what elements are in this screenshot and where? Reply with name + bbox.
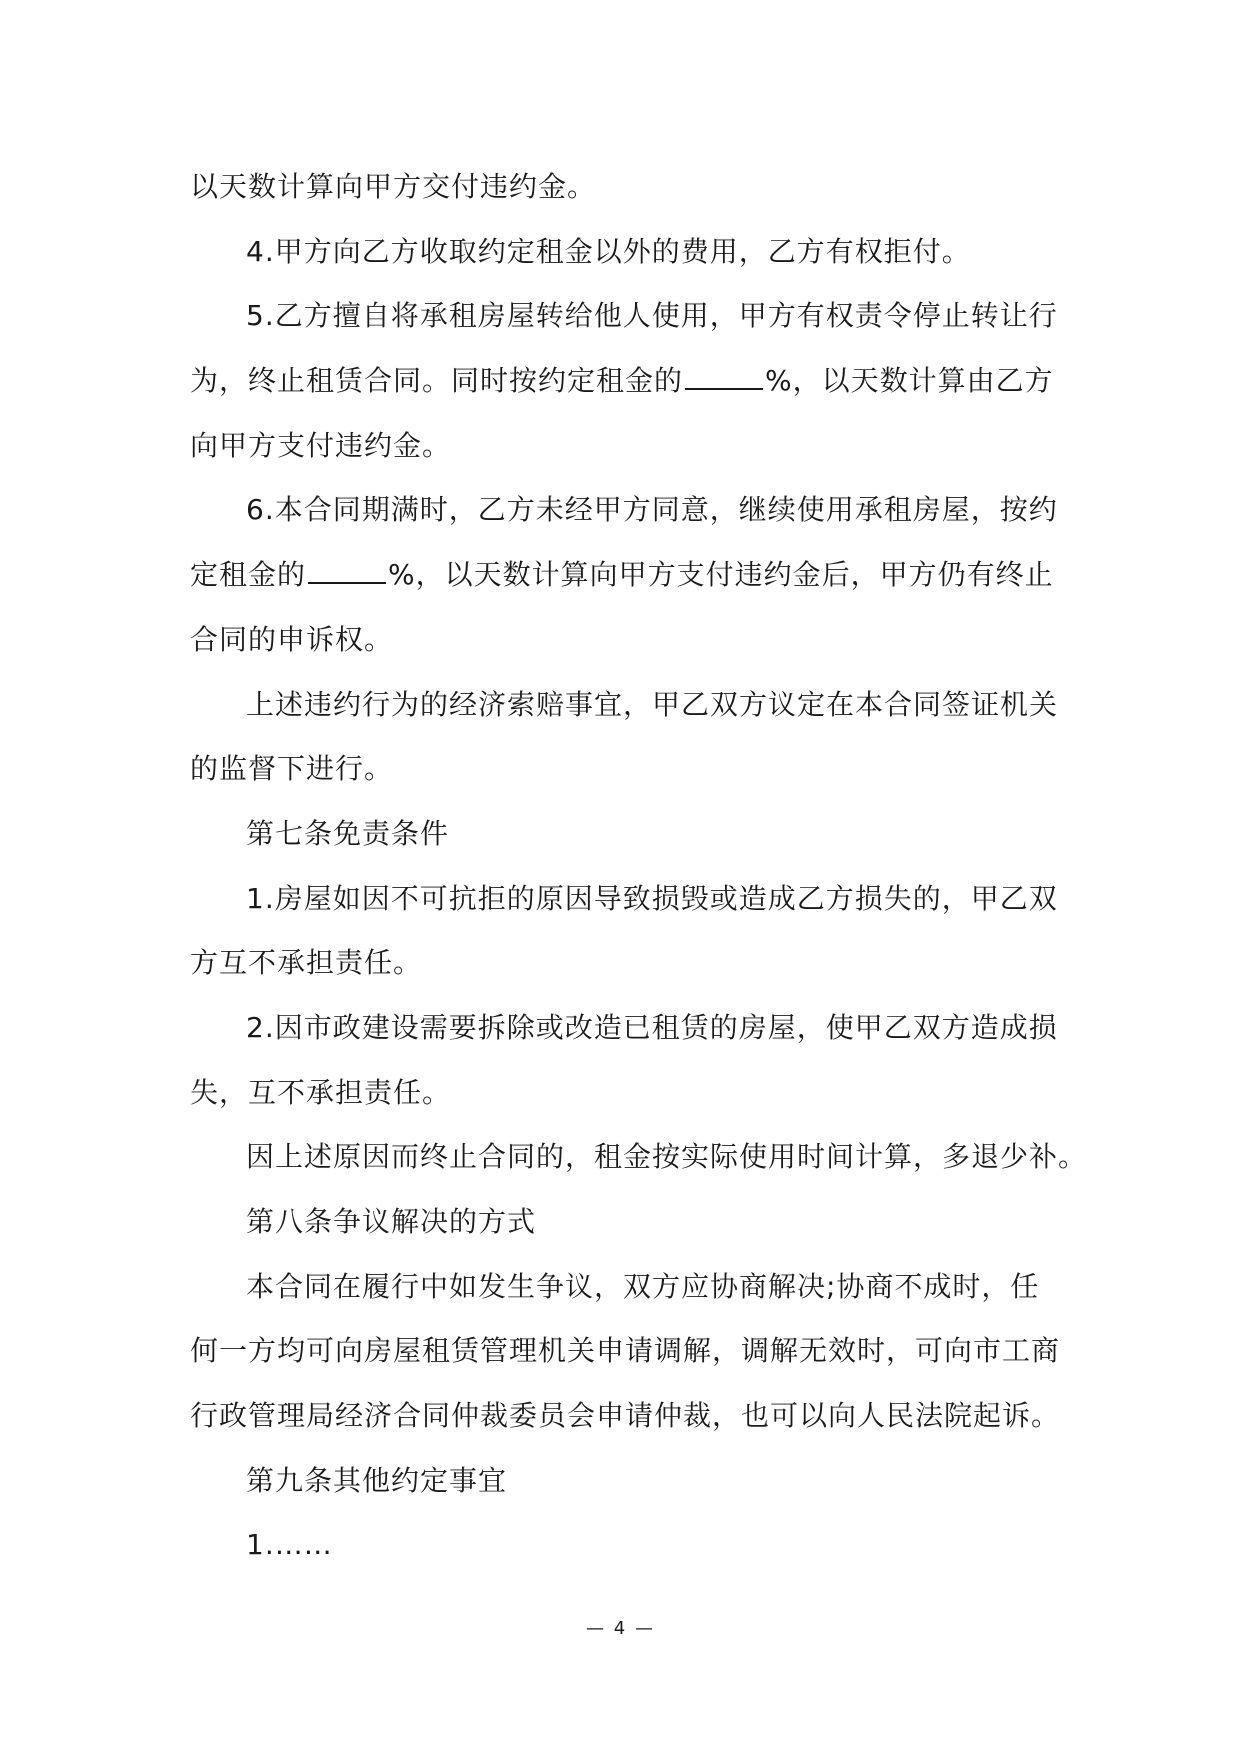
line-text: 以天数计算向甲方交付违约金。 [190, 170, 597, 203]
text-line [190, 1513, 1090, 1578]
line-text: 的监督下进行。 [190, 752, 394, 786]
text-line [190, 931, 1090, 996]
line-text: 向甲方支付违约金。 [190, 428, 452, 462]
section-heading [190, 1449, 1090, 1514]
line-text: 行政管理局经济合同仲裁委员会申请仲裁，也可以向人民法院起诉。 [190, 1399, 1061, 1433]
text-line [190, 284, 1090, 349]
line-text: 6.本合同期满时，乙方未经甲方同意，继续使用承租房屋，按约 [246, 493, 1058, 527]
line-text: 上述违约行为的经济索赔事宜，甲乙双方议定在本合同签证机关 [246, 687, 1059, 721]
section-heading [190, 1190, 1090, 1255]
line-text: 合同的申诉权。 [190, 622, 394, 656]
line-text: %，以天数计算向甲方支付违约金后，甲方仍有终止 [388, 558, 1054, 592]
text-line [190, 1255, 1090, 1320]
text-line [190, 996, 1090, 1061]
text-line [190, 543, 1090, 608]
text-line [190, 1384, 1090, 1449]
text-line [190, 220, 1090, 285]
line-text: 5.乙方擅自将承租房屋转给他人使用，甲方有权责令停止转让行 [246, 299, 1058, 333]
text-line [190, 608, 1090, 673]
heading-text: 第九条其他约定事宜 [246, 1463, 508, 1497]
text-line [190, 1061, 1090, 1126]
line-text: %，以天数计算由乙方 [765, 364, 1054, 398]
heading-text: 第八条争议解决的方式 [246, 1205, 537, 1238]
page-number: — 4 — [586, 1618, 655, 1639]
line-text: 因上述原因而终止合同的，租金按实际使用时间计算，多退少补。 [246, 1140, 1088, 1174]
line-text: 为，终止租赁合同。同时按约定租金的 [190, 364, 684, 398]
text-line [190, 155, 1090, 220]
text-line [190, 1319, 1090, 1384]
line-text: 1.房屋如因不可抗拒的原因导致损毁或造成乙方损失的，甲乙双 [246, 881, 1058, 915]
document-body [190, 155, 1090, 1578]
line-text: 方互不承担责任。 [190, 946, 423, 980]
text-line [190, 1125, 1090, 1190]
line-text: 4.甲方向乙方收取约定租金以外的费用，乙方有权拒付。 [246, 234, 971, 268]
text-line [190, 673, 1090, 738]
fill-in-blank[interactable] [308, 556, 386, 584]
text-line [190, 737, 1090, 802]
section-heading [190, 802, 1090, 867]
line-text: 定租金的 [190, 558, 307, 592]
line-text: 本合同在履行中如发生争议，双方应协商解决;协商不成时，任 [246, 1269, 1040, 1303]
text-line [190, 478, 1090, 543]
text-line [190, 349, 1090, 414]
fill-in-blank[interactable] [685, 362, 763, 390]
text-line [190, 867, 1090, 932]
heading-text: 第七条免责条件 [246, 816, 450, 850]
line-text: 何一方均可向房屋租赁管理机关申请调解，调解无效时，可向市工商 [190, 1334, 1061, 1368]
line-text: 失，互不承担责任。 [190, 1075, 452, 1109]
line-text: 2.因市政建设需要拆除或改造已租赁的房屋，使甲乙双方造成损 [246, 1010, 1058, 1044]
text-line [190, 414, 1090, 479]
line-text: 1.…… [246, 1528, 333, 1562]
